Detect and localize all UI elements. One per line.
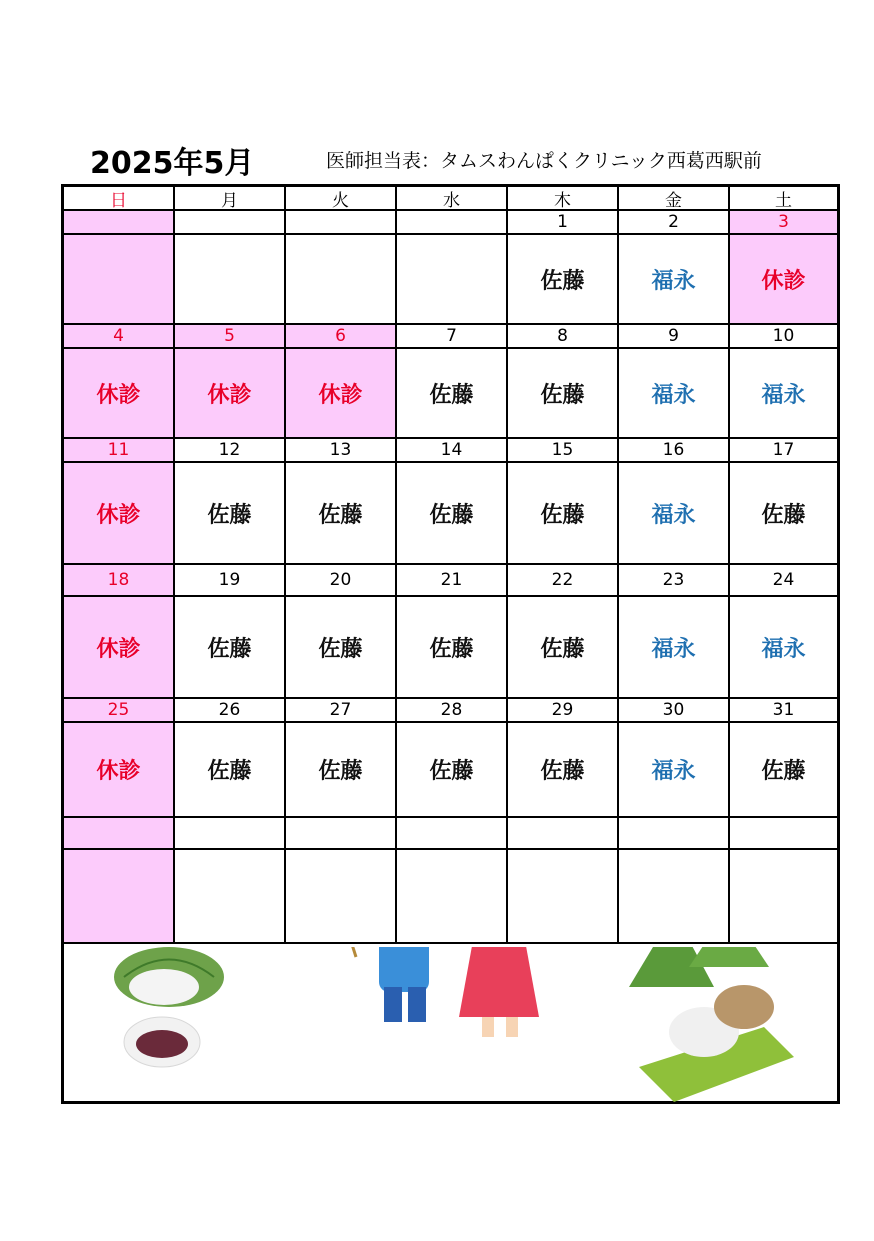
date-number: 8 [508,325,619,349]
page-title: 2025年5月 [90,146,255,181]
doctor-cell: 佐藤 [508,723,619,818]
doctor-cell: 福永 [730,349,837,439]
date-number: 28 [397,699,508,723]
date-number [64,211,175,235]
doctor-cell: 福永 [619,597,730,699]
weekday-header: 日 [64,187,175,211]
date-number: 22 [508,565,619,597]
weekday-header: 土 [730,187,837,211]
doctor-cell: 休診 [64,597,175,699]
doctor-cell: 休診 [286,349,397,439]
date-number [286,818,397,850]
date-number: 26 [175,699,286,723]
date-number: 31 [730,699,837,723]
date-number: 21 [397,565,508,597]
calendar [61,184,840,1104]
doctor-cell: 佐藤 [397,463,508,565]
date-number: 14 [397,439,508,463]
date-number [64,818,175,850]
date-number [730,818,837,850]
date-number: 30 [619,699,730,723]
date-number: 23 [619,565,730,597]
page-subtitle: 医師担当表：タムスわんぱくクリニック西葛西駅前 [326,150,762,172]
date-number [286,211,397,235]
date-number: 13 [286,439,397,463]
kashiwa-mochi-icon [114,947,224,1067]
date-number: 11 [64,439,175,463]
doctor-cell: 福永 [619,349,730,439]
doctor-cell: 佐藤 [730,463,837,565]
doctor-cell [64,235,175,325]
doctor-cell [175,235,286,325]
date-number [397,211,508,235]
date-number: 1 [508,211,619,235]
date-number: 10 [730,325,837,349]
date-number [508,818,619,850]
date-number: 12 [175,439,286,463]
weekday-header: 金 [619,187,730,211]
date-number: 7 [397,325,508,349]
doctor-cell: 佐藤 [286,463,397,565]
doctor-cell: 福永 [619,235,730,325]
doctor-cell [730,850,837,944]
date-number: 2 [619,211,730,235]
weekday-header: 水 [397,187,508,211]
doctor-cell: 佐藤 [286,597,397,699]
doctor-cell: 福永 [619,723,730,818]
date-number: 19 [175,565,286,597]
doctor-cell: 佐藤 [397,723,508,818]
doctor-cell: 佐藤 [175,597,286,699]
doctor-cell: 休診 [175,349,286,439]
doctor-cell [508,850,619,944]
doctor-cell [64,850,175,944]
doctor-cell: 佐藤 [508,597,619,699]
date-number: 3 [730,211,837,235]
doctor-cell: 佐藤 [730,723,837,818]
weekday-header: 火 [286,187,397,211]
date-number: 25 [64,699,175,723]
doctor-cell: 佐藤 [175,463,286,565]
doctor-cell: 休診 [64,349,175,439]
date-number [397,818,508,850]
doctor-cell: 佐藤 [508,463,619,565]
calendar-grid [64,187,837,944]
date-number: 9 [619,325,730,349]
doctor-cell: 休診 [64,723,175,818]
weekday-header: 月 [175,187,286,211]
date-number: 5 [175,325,286,349]
date-number: 16 [619,439,730,463]
date-number [175,211,286,235]
doctor-cell: 佐藤 [508,235,619,325]
date-number: 24 [730,565,837,597]
date-number: 27 [286,699,397,723]
doctor-cell: 休診 [730,235,837,325]
date-number [175,818,286,850]
doctor-cell [619,850,730,944]
doctor-cell [286,850,397,944]
doctor-cell [397,850,508,944]
illustrations [64,947,837,1102]
children-kabuto-koinobori-icon [322,947,539,1037]
date-number: 17 [730,439,837,463]
date-number [619,818,730,850]
date-number: 15 [508,439,619,463]
doctor-cell: 佐藤 [508,349,619,439]
doctor-cell [175,850,286,944]
doctor-cell: 福永 [730,597,837,699]
chimaki-icon [629,947,794,1102]
doctor-cell [286,235,397,325]
doctor-cell: 佐藤 [397,349,508,439]
doctor-cell: 福永 [619,463,730,565]
doctor-cell: 佐藤 [175,723,286,818]
doctor-cell: 佐藤 [286,723,397,818]
date-number: 20 [286,565,397,597]
doctor-cell: 佐藤 [397,597,508,699]
date-number: 6 [286,325,397,349]
weekday-header: 木 [508,187,619,211]
date-number: 29 [508,699,619,723]
date-number: 4 [64,325,175,349]
doctor-cell [397,235,508,325]
doctor-cell: 休診 [64,463,175,565]
date-number: 18 [64,565,175,597]
